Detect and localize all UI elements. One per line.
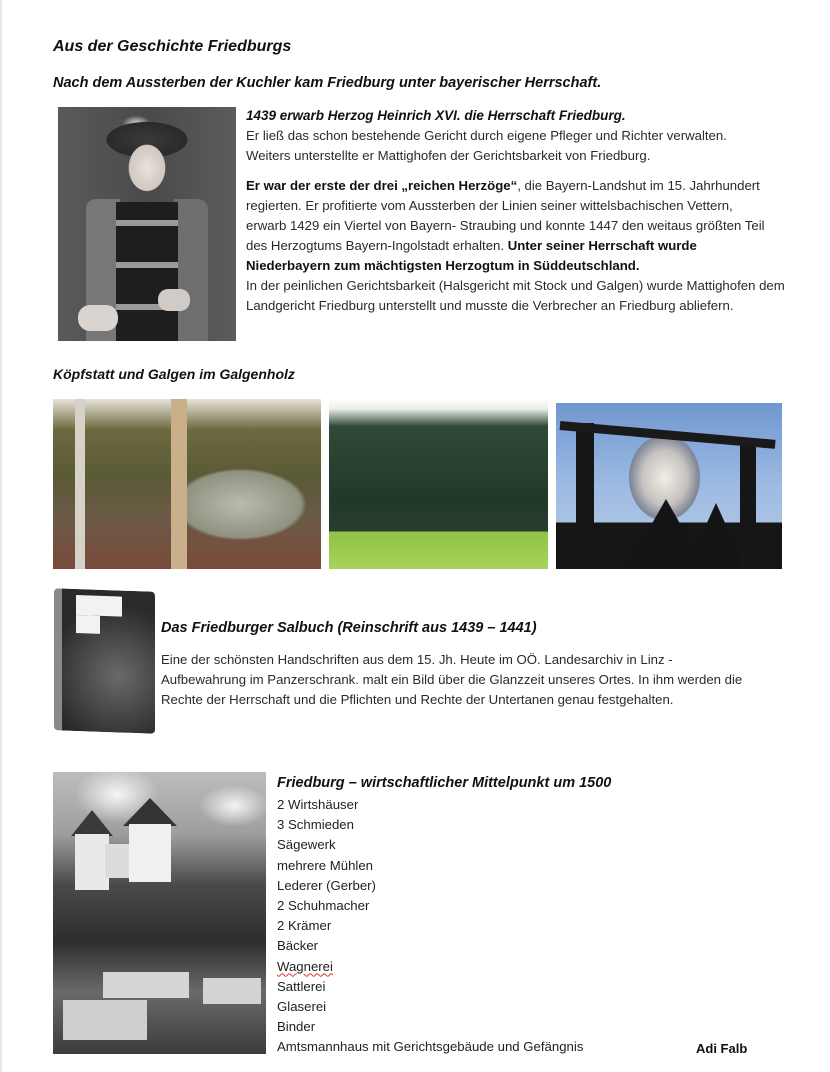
section-heinrich	[246, 106, 796, 316]
salbuch-text: Eine der schönsten Handschriften aus dem 15. Jh. Heute im OÖ. Landesarchiv in Linz - Aufbewahrung im Panzerschrank. malt ein Bild über die Glanzzeit unseres Ortes. In ihm werden die Rechte der Herrschaft und die Pflichten und Rechte der Untertanen genau festgehalten.	[161, 652, 743, 707]
salbuch-heading: Das Friedburger Salbuch (Reinschrift aus 1439 – 1441)	[161, 620, 537, 636]
list-item: 2 Schuhmacher	[277, 898, 370, 914]
page-subtitle: Nach dem Aussterben der Kuchler kam Friedburg unter bayerischer Herrschaft.	[53, 75, 602, 91]
gallows-photo	[556, 403, 782, 569]
list-item: Lederer (Gerber)	[277, 877, 376, 893]
galgenholz-heading: Köpfstatt und Galgen im Galgenholz	[53, 366, 295, 382]
para2-bold-lead: Er war der erste der drei „reichen Herzöge“	[246, 178, 518, 193]
list-item	[277, 957, 583, 977]
author-signature: Adi Falb	[696, 1041, 748, 1056]
portrait-image	[58, 107, 236, 341]
castle-engraving-image	[53, 772, 266, 1054]
list-item: 2 Wirtshäuser	[277, 797, 359, 812]
list-item: Bäcker	[277, 938, 319, 954]
page-title: Aus der Geschichte Friedburgs	[53, 38, 292, 55]
heinrich-para2	[246, 176, 766, 276]
salbuch-book-image	[54, 588, 155, 734]
para2-text: , die Bayern-Landshut im 15. Jahrhundert regierten. Er profitierte vom Aussterben der Linien seiner wittelsbachischen Vettern, erwarb 1429 ein Viertel von Bayern- Straubing und konnte 1447 den weitaus größten Teil des Herzogtums Bayern-Ingolstadt erhalten.	[246, 178, 765, 253]
spellcheck-underlined-word: Wagnerei	[277, 958, 333, 974]
heinrich-para3: In der peinlichen Gerichtsbarkeit (Halsgericht mit Stock und Galgen) wurde Mattighofen dem Landgericht Friedburg unterstellt und musste die Verbrecher an Friedburg abliefern.	[246, 278, 785, 313]
list-item: Sattlerei	[277, 978, 326, 994]
para2-bold-conclusion: Unter seiner Herrschaft wurde Niederbayern zum mächtigsten Herzogtum in Süddeutschland.	[246, 238, 697, 273]
forest-meadow-photo	[329, 399, 548, 569]
forest-rock-photo	[53, 399, 321, 569]
heinrich-heading: 1439 erwarb Herzog Heinrich XVI. die Herrschaft Friedburg.	[246, 108, 626, 123]
list-item: Amtsmannhaus mit Gerichtsgebäude und Gefängnis	[277, 1039, 584, 1055]
list-item: Binder	[277, 1019, 316, 1035]
economy-heading: Friedburg – wirtschaftlicher Mittelpunkt um 1500	[277, 775, 612, 791]
trades-list	[277, 795, 583, 1058]
para1-line2: Weiters unterstellte er Mattighofen der Gerichtsbarkeit von Friedburg.	[246, 148, 651, 163]
list-item: Glaserei	[277, 999, 327, 1015]
list-item: Sägewerk	[277, 837, 336, 853]
heinrich-para1	[246, 126, 796, 166]
list-item: 2 Krämer	[277, 918, 332, 934]
list-item: 3 Schmieden	[277, 817, 354, 833]
para1-line1: Er ließ das schon bestehende Gericht durch eigene Pfleger und Richter verwalten.	[246, 128, 727, 143]
list-item: mehrere Mühlen	[277, 857, 374, 873]
